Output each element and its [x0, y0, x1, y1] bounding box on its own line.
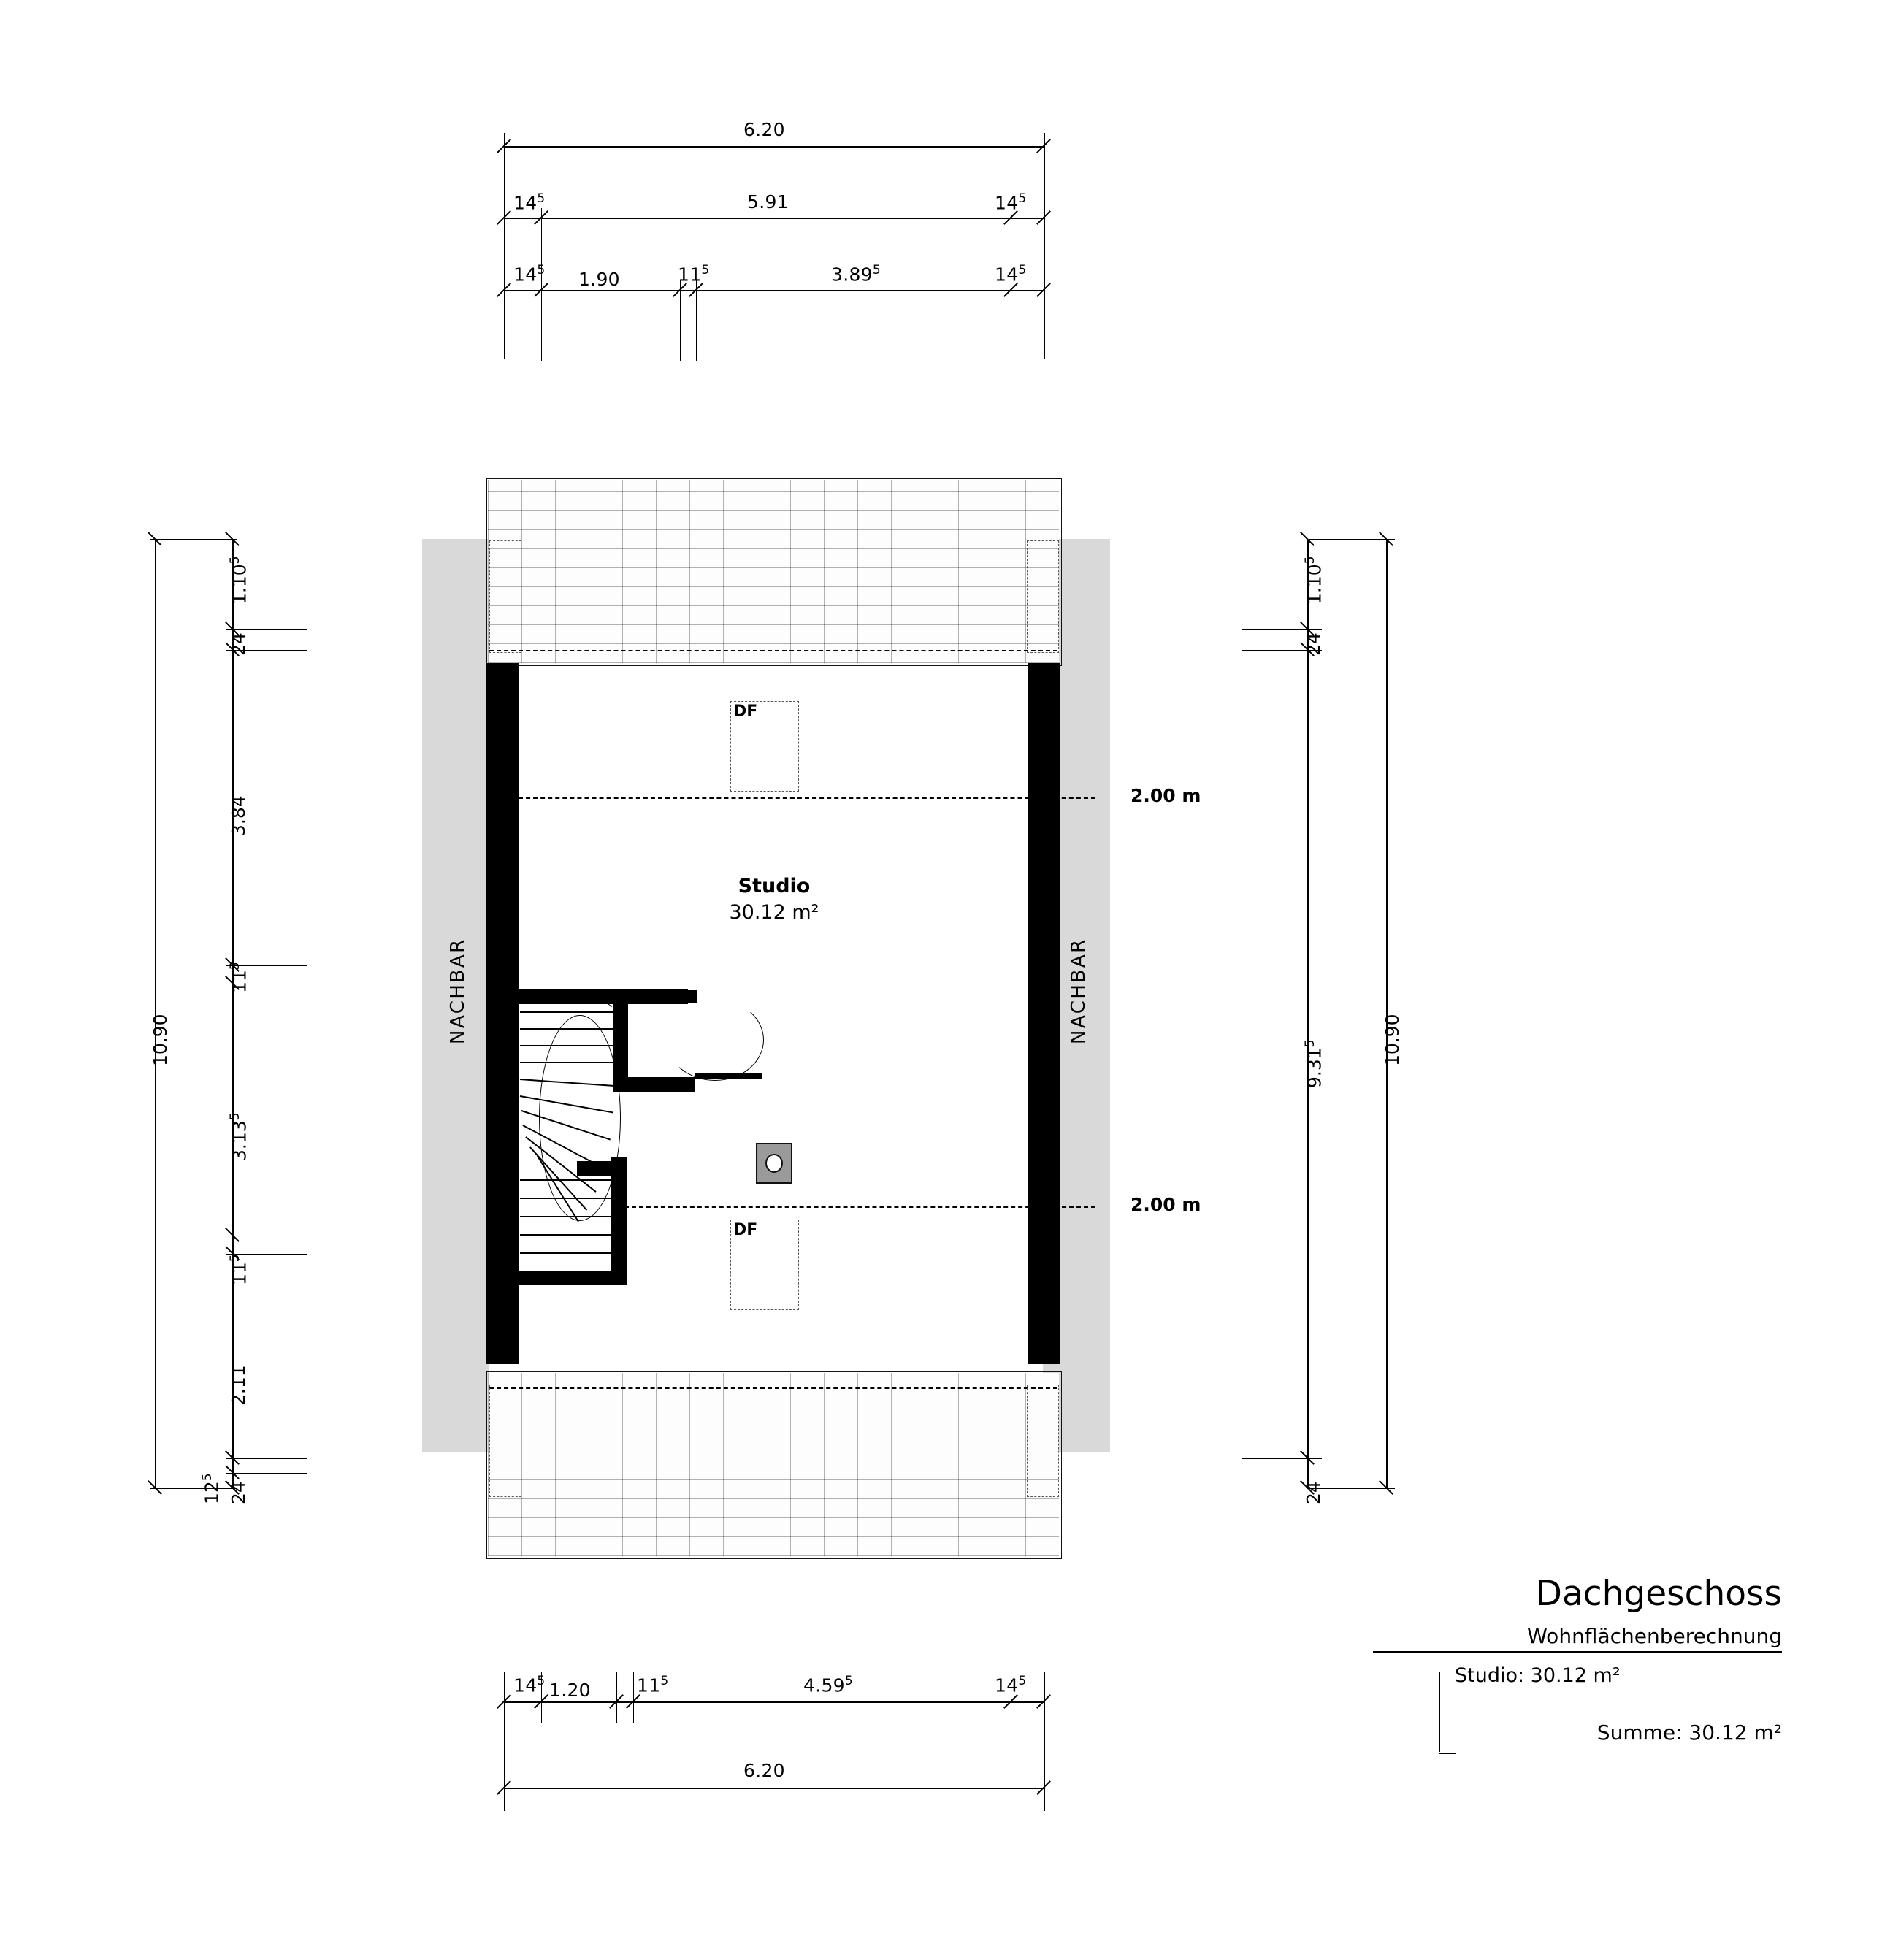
legend-bracket	[1439, 1672, 1440, 1752]
roof-window-bottom-label: DF	[733, 1221, 758, 1239]
dim-right-total: 10.90	[1382, 1014, 1403, 1066]
height-line-top	[519, 797, 1095, 799]
eaves-dashed-bottom	[489, 1387, 1057, 1389]
room-area: 30.12 m²	[729, 901, 819, 925]
dim-right-2: 24	[1303, 632, 1324, 656]
neighbor-label-left: NACHBAR	[447, 938, 469, 1044]
dim-top3-wall-left: $14^5$	[513, 263, 546, 286]
height-label-top: 2.00 m	[1131, 785, 1201, 806]
dim-top-wall-right: $14^5$	[995, 191, 1027, 214]
dim-left-9: 24	[228, 1481, 249, 1504]
dim-left-2: 24	[228, 632, 249, 656]
dim-top3-seg-b: $11^5$	[678, 263, 710, 286]
legend-block	[1373, 1574, 1782, 1745]
dim-left-8: $12^5$	[200, 1473, 223, 1504]
dim-bottom-3: $11^5$	[637, 1674, 669, 1696]
dim-left-4: $11^5$	[228, 962, 250, 993]
door-frame	[679, 990, 697, 1003]
height-label-bottom: 2.00 m	[1131, 1194, 1201, 1215]
dim-bottom-total: 6.20	[743, 1760, 785, 1781]
roof-surface-bottom	[488, 1373, 1059, 1556]
dim-bottom-2: 1.20	[549, 1680, 591, 1701]
stair-wall-top	[519, 989, 688, 1004]
legend-row-studio: Studio: 30.12 m²	[1455, 1664, 1621, 1687]
wall-stub-bottom-left	[489, 1385, 521, 1497]
dim-right-4: 24	[1303, 1481, 1324, 1504]
dim-top3-wall-right: $14^5$	[995, 263, 1027, 286]
height-line-bottom	[624, 1206, 1095, 1208]
party-wall-left	[486, 663, 519, 1364]
dim-right-1: 1.10$^5$	[1303, 556, 1326, 605]
dim-top-inner: 5.91	[747, 191, 789, 213]
door-swing-arc	[666, 999, 764, 1081]
wall-stub-top-left	[489, 540, 521, 653]
dim-top-total: 6.20	[743, 119, 785, 140]
dim-bottom-5: $14^5$	[995, 1674, 1027, 1696]
room-label-studio	[679, 873, 869, 927]
roof-surface-top	[488, 480, 1059, 663]
dim-top3-seg-a: 1.90	[578, 269, 620, 290]
stair-wall-mid	[613, 1077, 695, 1092]
stair-wall-bottom	[519, 1271, 627, 1285]
dim-top3-seg-c: 3.89$^5$	[831, 263, 881, 286]
legend-sum: Summe: 30.12 m²	[1596, 1720, 1782, 1745]
dim-bottom-1: $14^5$	[513, 1674, 546, 1696]
dim-left-6: $11^5$	[228, 1254, 250, 1285]
dim-left-1: 1.10$^5$	[228, 556, 250, 605]
neighbor-label-right: NACHBAR	[1068, 938, 1090, 1044]
dim-right-3: 9.31$^5$	[1303, 1039, 1326, 1088]
dim-left-5: 3.13$^5$	[228, 1112, 250, 1161]
legend-subtitle: Wohnflächenberechnung	[1527, 1624, 1782, 1648]
legend-divider	[1373, 1651, 1782, 1653]
eaves-dashed-top	[489, 650, 1057, 651]
party-wall-right	[1028, 663, 1060, 1364]
wall-stub-top-right	[1027, 540, 1059, 653]
roof-window-top-label: DF	[733, 703, 758, 721]
dim-left-7: 2.11	[228, 1365, 249, 1406]
legend-title: Dachgeschoss	[1535, 1574, 1782, 1614]
dim-top-wall-left: $14^5$	[513, 191, 546, 214]
stair-handrail	[539, 1015, 621, 1221]
dim-bottom-4: 4.59$^5$	[803, 1674, 853, 1696]
room-name: Studio	[738, 875, 811, 897]
chimney-flue	[765, 1154, 783, 1173]
dim-left-total: 10.90	[150, 1014, 171, 1066]
wall-stub-bottom-right	[1027, 1385, 1059, 1497]
dim-left-3: 3.84	[228, 795, 249, 836]
